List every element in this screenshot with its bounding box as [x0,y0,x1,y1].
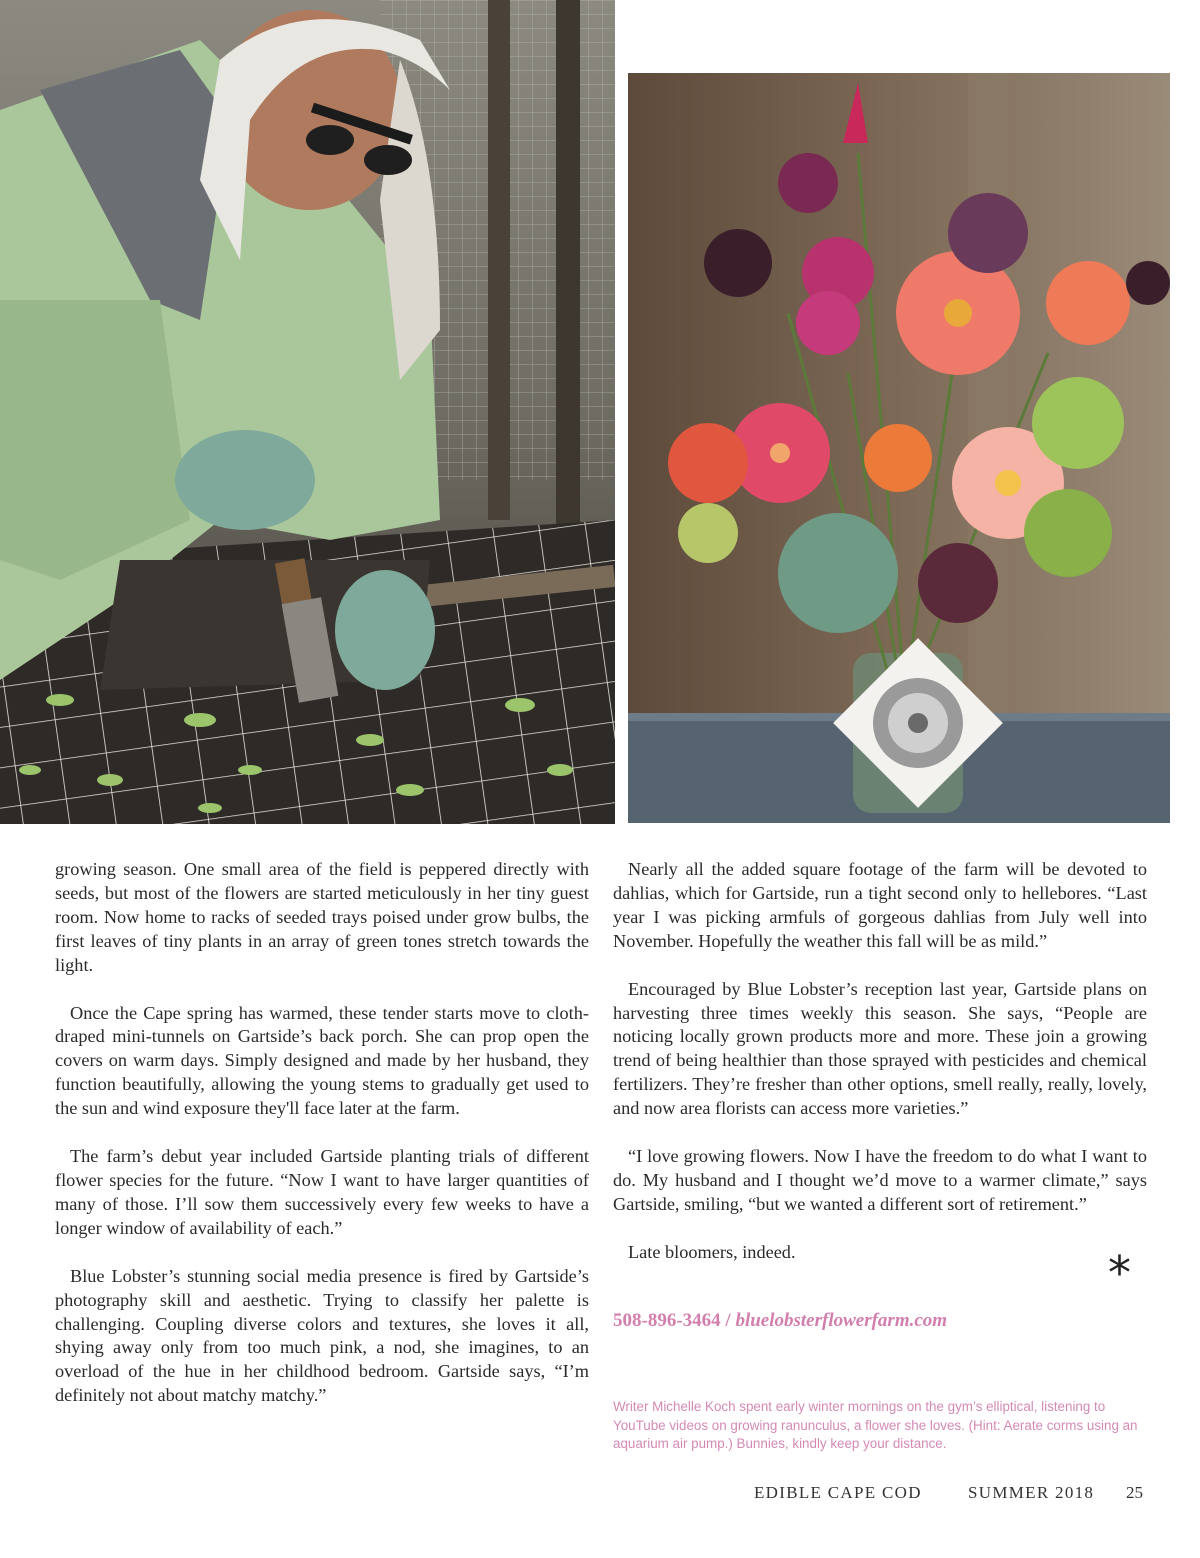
body-paragraph: Encouraged by Blue Lobster’s reception last year, Gartside plans on harvesting three times weekly this season. She says, “People are noticing locally grown products more and more. These join a growing trend of being healthier than those sprayed with pesticides and chemical fertilizers. They’re fresher than other options, smell really, really, lovely, and now area florists can access more varieties.” [613,978,1147,1119]
body-paragraph: growing season. One small area of the field is peppered directly with seeds, but most of the flowers are started meticulously in her tiny guest room. Now home to racks of seeded trays poised under grow bulbs, the first leaves of tiny plants in an array of green tones stretch towards the light. [55,859,589,975]
body-paragraph: Nearly all the added square footage of the farm will be devoted to dahlias, which for Gartside, run a tight second only to hellebores. “Last year I was picking armfuls of gorgeous dahlias from July well into November. Hopefully the weather this fall will be as mild.” [613,859,1147,951]
body-paragraph: The farm’s debut year included Gartside planting trials of different flower species for the future. “Now I want to have larger quantities of many of those. I’ll sow them successively every few weeks to have a longer window of availability of each.” [55,1146,589,1238]
body-paragraph: “I love growing flowers. Now I have the freedom to do what I want to do. My husband and I thought we’d move to a warmer climate,” says Gartside, smiling, “but we wanted a different sort of retirement.” [613,1146,1147,1214]
page-number: 25 [1126,1483,1143,1502]
bouquet-photo [628,73,1170,823]
article-column-left [55,858,589,1432]
body-paragraph: Blue Lobster’s stunning social media presence is fired by Gartside’s photography skill and aesthetic. Trying to classify her palette is challenging. Coupling diverse colors and textures, she loves it all, shying away only from too much pink, a nod, she imagines, to an overload of the hue in her childhood bedroom. Gartside says, “I’m definitely not about matchy matchy.” [55,1265,589,1406]
footer-issue: SUMMER 2018 [968,1483,1095,1502]
contact-separator: / [720,1310,736,1331]
phone-number: 508-896-3464 [613,1310,721,1331]
gardener-photo [0,0,615,824]
footer-publication: EDIBLE CAPE COD [754,1483,922,1502]
end-of-article-mark: * [1108,1246,1131,1300]
article-column-right [613,858,1147,1289]
writer-bio: Writer Michelle Koch spent early winter mornings on the gym’s elliptical, listening to YouTube videos on growing ranunculus, a flower she loves. (Hint: Aerate corms using an aquarium air pump.) Bunnies, kindly keep your distance. [613,1399,1138,1451]
contact-line [613,1310,947,1332]
website-link[interactable]: bluelobsterflowerfarm.com [735,1310,948,1331]
body-paragraph: Late bloomers, indeed. [628,1241,796,1262]
body-paragraph: Once the Cape spring has warmed, these tender starts move to cloth-draped mini-tunnels on Gartside’s back porch. She can prop open the covers on warm days. Simply designed and made by her husband, they function beautifully, allowing the young stems to gradually get used to the sun and wind exposure they'll face later at the farm. [55,1002,589,1119]
